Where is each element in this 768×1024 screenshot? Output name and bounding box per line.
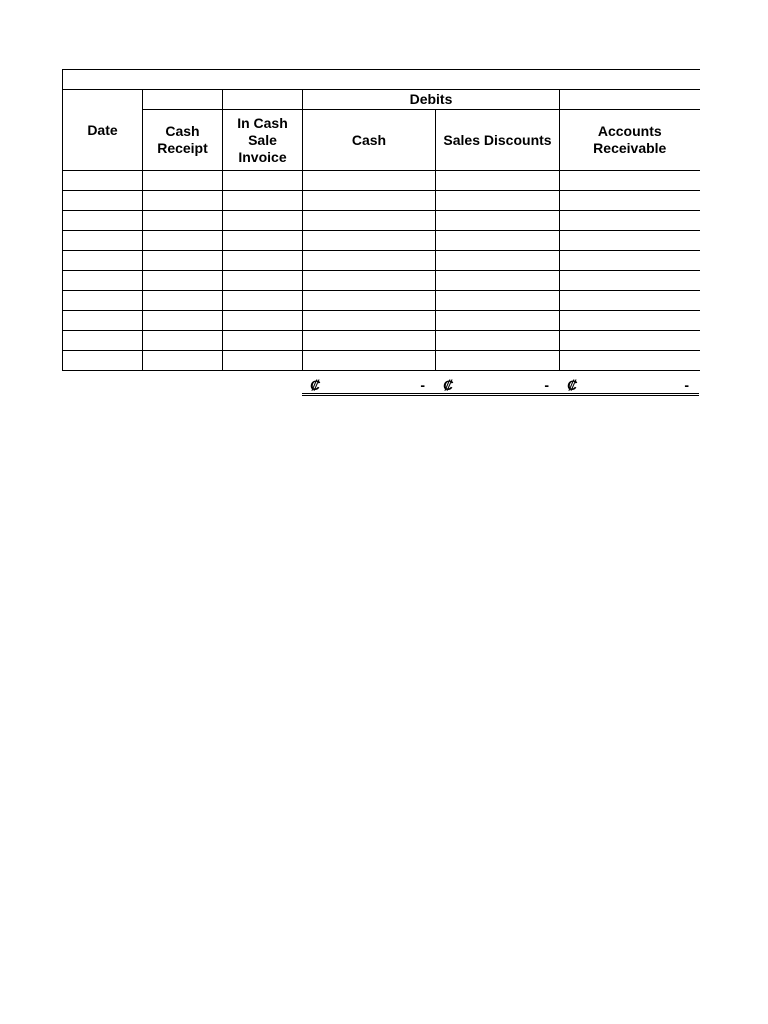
column-header-sales-discounts[interactable] <box>436 110 560 171</box>
table-cell-cash-receipt[interactable] <box>143 211 223 231</box>
table-cell-cash-receipt[interactable] <box>143 331 223 351</box>
header-label-cash: Cash <box>351 131 387 148</box>
total-accounts-receivable[interactable] <box>559 376 699 396</box>
table-cell-in-cash-sale-invoice[interactable] <box>223 351 303 371</box>
table-cell-date[interactable] <box>63 211 143 231</box>
table-cell-accounts-receivable[interactable] <box>560 331 700 351</box>
group-header-empty-3[interactable] <box>560 90 700 110</box>
total-cash-value: - <box>420 377 425 393</box>
table-cell-date[interactable] <box>63 271 143 291</box>
header-label-cash-receipt: Cash Receipt <box>157 123 208 156</box>
table-cell-date[interactable] <box>63 231 143 251</box>
table-cell-cash-receipt[interactable] <box>143 251 223 271</box>
group-header-empty-1[interactable] <box>143 90 223 110</box>
table-cell-in-cash-sale-invoice[interactable] <box>223 251 303 271</box>
table-cell-date[interactable] <box>63 351 143 371</box>
column-header-in-cash-sale-invoice[interactable] <box>223 110 303 171</box>
table-row <box>63 211 700 231</box>
table-cell-accounts-receivable[interactable] <box>560 191 700 211</box>
table-cell-cash[interactable] <box>303 351 436 371</box>
total-cash[interactable] <box>302 376 435 396</box>
journal-title[interactable] <box>63 70 700 90</box>
table-cell-cash[interactable] <box>303 291 436 311</box>
table-cell-accounts-receivable[interactable] <box>560 291 700 311</box>
table-cell-date[interactable] <box>63 171 143 191</box>
currency-colon-symbol: ₡ <box>567 377 578 393</box>
group-header-empty-2[interactable] <box>223 90 303 110</box>
table-cell-in-cash-sale-invoice[interactable] <box>223 231 303 251</box>
header-label-sales-discounts: Sales Discounts <box>443 131 552 148</box>
header-label-date: Date <box>87 121 118 138</box>
table-row <box>63 311 700 331</box>
group-header-debits[interactable] <box>303 90 560 110</box>
table-cell-accounts-receivable[interactable] <box>560 351 700 371</box>
table-cell-cash[interactable] <box>303 271 436 291</box>
table-cell-cash-receipt[interactable] <box>143 311 223 331</box>
table-cell-in-cash-sale-invoice[interactable] <box>223 331 303 351</box>
totals-row <box>302 376 699 398</box>
table-cell-accounts-receivable[interactable] <box>560 311 700 331</box>
table-cell-cash[interactable] <box>303 331 436 351</box>
table-cell-sales-discounts[interactable] <box>436 271 560 291</box>
table-cell-in-cash-sale-invoice[interactable] <box>223 311 303 331</box>
table-cell-sales-discounts[interactable] <box>436 251 560 271</box>
table-cell-accounts-receivable[interactable] <box>560 251 700 271</box>
table-cell-date[interactable] <box>63 331 143 351</box>
column-header-accounts-receivable[interactable] <box>560 110 700 171</box>
table-cell-sales-discounts[interactable] <box>436 171 560 191</box>
table-cell-date[interactable] <box>63 291 143 311</box>
table-cell-in-cash-sale-invoice[interactable] <box>223 171 303 191</box>
table-cell-accounts-receivable[interactable] <box>560 171 700 191</box>
table-cell-sales-discounts[interactable] <box>436 351 560 371</box>
total-accounts-receivable-value: - <box>684 377 689 393</box>
table-row <box>63 171 700 191</box>
table-cell-cash-receipt[interactable] <box>143 351 223 371</box>
table-cell-in-cash-sale-invoice[interactable] <box>223 291 303 311</box>
table-cell-in-cash-sale-invoice[interactable] <box>223 211 303 231</box>
table-cell-date[interactable] <box>63 311 143 331</box>
table-row <box>63 291 700 311</box>
table-cell-cash[interactable] <box>303 231 436 251</box>
debits-label: Debits <box>409 91 453 107</box>
table-row <box>63 231 700 251</box>
table-cell-accounts-receivable[interactable] <box>560 211 700 231</box>
table-cell-in-cash-sale-invoice[interactable] <box>223 271 303 291</box>
group-header-row <box>63 90 700 110</box>
table-cell-cash[interactable] <box>303 171 436 191</box>
currency-colon-symbol: ₡ <box>310 377 321 393</box>
journal-body <box>63 171 700 371</box>
table-row <box>63 351 700 371</box>
table-cell-date[interactable] <box>63 251 143 271</box>
total-sales-discounts[interactable] <box>435 376 559 396</box>
table-cell-in-cash-sale-invoice[interactable] <box>223 191 303 211</box>
table-cell-sales-discounts[interactable] <box>436 291 560 311</box>
column-header-row <box>63 110 700 171</box>
cash-receipts-journal-table <box>62 69 700 371</box>
table-cell-cash-receipt[interactable] <box>143 291 223 311</box>
table-cell-date[interactable] <box>63 191 143 211</box>
header-label-in-cash-sale-invoice: In Cash Sale Invoice <box>237 114 288 165</box>
total-sales-discounts-value: - <box>544 377 549 393</box>
table-cell-accounts-receivable[interactable] <box>560 271 700 291</box>
table-cell-cash[interactable] <box>303 311 436 331</box>
table-cell-cash-receipt[interactable] <box>143 271 223 291</box>
table-row <box>63 271 700 291</box>
table-cell-sales-discounts[interactable] <box>436 211 560 231</box>
table-row <box>63 331 700 351</box>
table-cell-cash[interactable] <box>303 251 436 271</box>
table-cell-sales-discounts[interactable] <box>436 311 560 331</box>
table-cell-sales-discounts[interactable] <box>436 331 560 351</box>
table-cell-cash-receipt[interactable] <box>143 171 223 191</box>
table-cell-sales-discounts[interactable] <box>436 191 560 211</box>
column-header-cash[interactable] <box>303 110 436 171</box>
table-row <box>63 251 700 271</box>
currency-colon-symbol: ₡ <box>443 377 454 393</box>
journal-title-row <box>63 70 700 90</box>
table-cell-cash[interactable] <box>303 191 436 211</box>
table-cell-accounts-receivable[interactable] <box>560 231 700 251</box>
table-cell-cash-receipt[interactable] <box>143 191 223 211</box>
table-row <box>63 191 700 211</box>
table-cell-cash-receipt[interactable] <box>143 231 223 251</box>
table-cell-sales-discounts[interactable] <box>436 231 560 251</box>
column-header-cash-receipt[interactable] <box>143 110 223 171</box>
table-cell-cash[interactable] <box>303 211 436 231</box>
header-label-accounts-receivable: Accounts Receivable <box>593 123 667 156</box>
column-header-date[interactable] <box>63 90 143 171</box>
